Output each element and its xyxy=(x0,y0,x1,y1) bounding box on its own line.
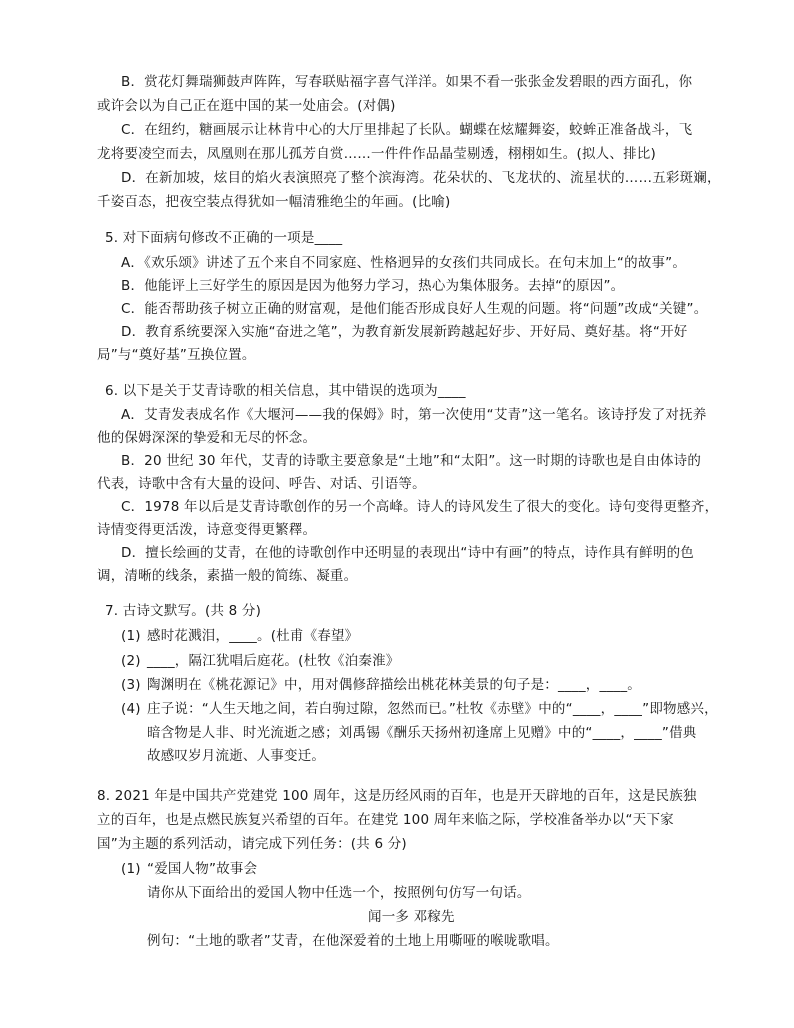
q7-item4-text: 庄子说：“人生天地之间，若白驹过隙，忽然而已。”杜牧《赤壁》中的“____，____”即物感兴， xyxy=(147,701,718,717)
q7-item1-text: 感时花溅泪，____。(杜甫《春望》 xyxy=(147,628,359,644)
q7-item4-number: (4) xyxy=(121,701,141,717)
q6-option-a-line2: 他的保姆深深的挚爱和无尽的怀念。 xyxy=(97,430,317,446)
q4-option-d-line1: D．在新加坡，炫目的焰火表演照亮了整个滨海湾。花朵状的、飞龙状的、流星状的……五彩斑斓， xyxy=(121,170,721,186)
q6-option-b-line1: B．20 世纪 30 年代，艾青的诗歌主要意象是“土地”和“太阳”。这一时期的诗歌也是自由体诗的 xyxy=(121,453,702,469)
q4-option-d-line2: 千姿百态，把夜空装点得犹如一幅清雅绝尘的年画。(比喻) xyxy=(97,194,451,210)
q8-intro-line3: 国”为主题的系列活动，请完成下列任务：(共 6 分) xyxy=(97,836,407,852)
q7-item4-line2: 暗含物是人非、时光流逝之感；刘禹锡《酬乐天扬州初逢席上见赠》中的“____，____”借典 xyxy=(147,725,697,741)
q5-option-a: A．《欢乐颂》讲述了五个来自不同家庭、性格迥异的女孩们共同成长。在句末加上“的故事”。 xyxy=(121,255,687,271)
q7-item4-line3: 故感叹岁月流逝、人事变迁。 xyxy=(147,748,326,764)
q6-option-d-line1: D．擅长绘画的艾青，在他的诗歌创作中还明显的表现出“诗中有画”的特点，诗作具有鲜明的色 xyxy=(121,545,694,561)
q7-item2-text: ____，隔江犹唱后庭花。(杜牧《泊秦淮》 xyxy=(147,653,400,669)
q5-option-b: B．他能评上三好学生的原因是因为他努力学习，热心为集体服务。去掉“的原因”。 xyxy=(121,278,625,294)
q4-option-c-line2: 龙将要凌空而去，凤凰则在那儿孤芳自赏……一件件作品晶莹剔透，栩栩如生。(拟人、排比) xyxy=(97,146,656,162)
q7-item3-text: 陶渊明在《桃花源记》中，用对偶修辞描绘出桃花林美景的句子是：____，____。 xyxy=(147,677,641,693)
q6-option-d-line2: 调，清晰的线条，素描一般的简练、凝重。 xyxy=(97,568,358,584)
q8-intro-line1: 8. 2021 年是中国共产党建党 100 周年，这是历经风雨的百年，也是开天辟地的百年，这是民族独 xyxy=(97,788,697,804)
q5-option-c: C．能否帮助孩子树立正确的财富观，是他们能否形成良好人生观的问题。将“问题”改成“关键”。 xyxy=(121,301,708,317)
q5-option-d-line2: 局”与“奠好基”互换位置。 xyxy=(97,347,256,363)
q8-names: 闻一多 邓稼先 xyxy=(368,909,455,925)
q7-item3-number: (3) xyxy=(121,677,141,693)
q6-option-c-line1: C．1978 年以后是艾青诗歌创作的另一个高峰。诗人的诗风发生了很大的变化。诗句变得更整齐， xyxy=(121,499,719,515)
q5-title: 5. 对下面病句修改不正确的一项是____ xyxy=(105,230,343,246)
q7-title: 7. 古诗文默写。(共 8 分) xyxy=(105,603,262,619)
q6-option-a-line1: A．艾青发表成名作《大堰河——我的保姆》时，第一次使用“艾青”这一笔名。该诗抒发了对抚养 xyxy=(121,407,707,423)
q7-item1-number: (1) xyxy=(121,628,141,644)
q8-instruction: 请你从下面给出的爱国人物中任选一个，按照例句仿写一句话。 xyxy=(147,885,531,901)
q7-item2-number: (2) xyxy=(121,653,141,669)
q8-sub1-title: “爱国人物”故事会 xyxy=(147,861,258,877)
q8-sub1-number: (1) xyxy=(121,861,141,877)
q4-option-c-line1: C．在纽约，糖画展示让林肯中心的大厅里排起了长队。蝴蝶在炫耀舞姿，蛟蛑正准备战斗，飞 xyxy=(121,122,693,138)
q6-option-b-line2: 代表，诗歌中含有大量的设问、呼告、对话、引语等。 xyxy=(97,476,426,492)
q6-title: 6. 以下是关于艾青诗歌的相关信息，其中错误的选项为____ xyxy=(105,383,466,399)
q8-example: 例句：“土地的歌者”艾青，在他深爱着的土地上用嘶哑的喉咙歌唱。 xyxy=(147,933,559,949)
q4-option-b-line2: 或许会以为自己正在逛中国的某一处庙会。(对偶) xyxy=(97,98,396,114)
q5-option-d-line1: D．教育系统要深入实施“奋进之笔”，为教育新发展新跨越起好步、开好局、奠好基。将“开好 xyxy=(121,324,688,340)
q8-intro-line2: 立的百年，也是点燃民族复兴希望的百年。在建党 100 周年来临之际，学校准备举办以“天下家 xyxy=(97,812,674,828)
q4-option-b-line1: B．赏花灯舞瑞狮鼓声阵阵，写春联贴福字喜气洋洋。如果不看一张张金发碧眼的西方面孔，你 xyxy=(121,74,693,90)
q6-option-c-line2: 诗情变得更活泼，诗意变得更繁䆁。 xyxy=(97,522,317,538)
